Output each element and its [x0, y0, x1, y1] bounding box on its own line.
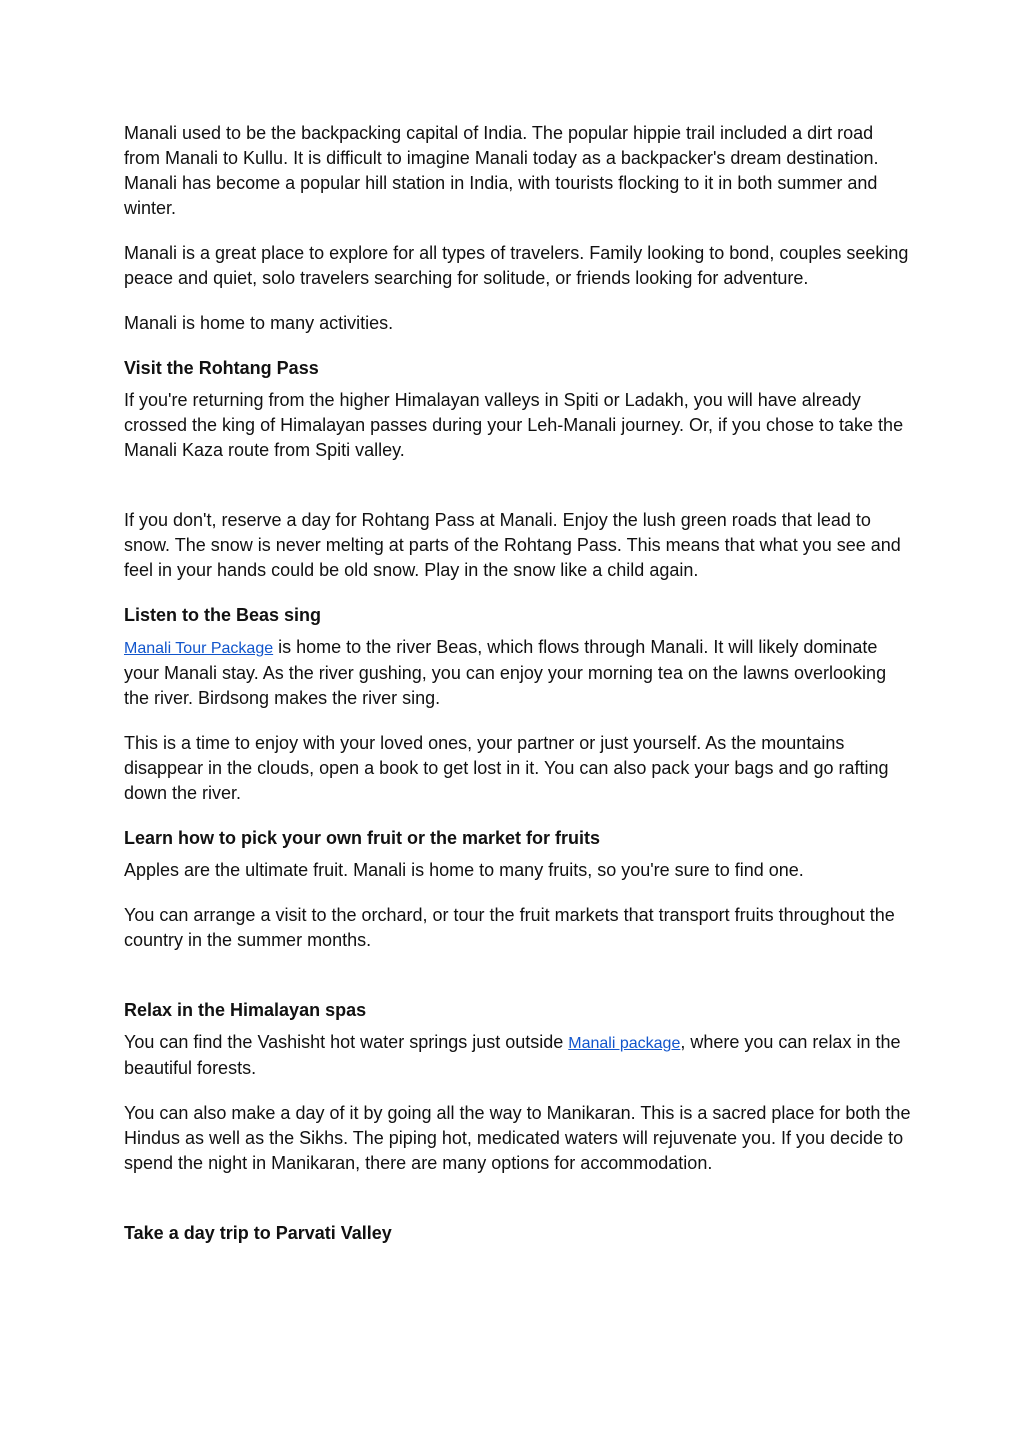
intro-paragraph-2: Manali is a great place to explore for all types of travelers. Family looking to bond, couples seeking peace and quiet, solo travelers searching for solitude, or friends looking for adventure.: [124, 243, 909, 288]
intro-paragraph-3: Manali is home to many activities.: [124, 313, 394, 333]
spas-paragraph-1-after: , where you can relax in the beautiful forests.: [124, 1032, 901, 1078]
beas-paragraph-1: [124, 635, 914, 711]
rohtang-paragraph-1: If you're returning from the higher Himalayan valleys in Spiti or Ladakh, you will have already crossed the king of Himalayan passes during your Leh-Manali journey. Or, if you chose to take the Manali Kaza route from Spiti valley.: [124, 390, 904, 460]
document-page: [124, 121, 914, 1246]
heading-parvati-valley: Take a day trip to Parvati Valley: [124, 1223, 392, 1243]
rohtang-paragraph-2: If you don't, reserve a day for Rohtang Pass at Manali. Enjoy the lush green roads that lead to snow. The snow is never melting at parts of the Rohtang Pass. This means that what you see and feel in your hands could be old snow. Play in the snow like a child again.: [124, 510, 901, 580]
spas-paragraph-2: You can also make a day of it by going all the way to Manikaran. This is a sacred place for both the Hindus as well as the Sikhs. The piping hot, medicated waters will rejuvenate you. If you decide to spend the night in Manikaran, there are many options for accommodation.: [124, 1103, 911, 1173]
manali-tour-package-link[interactable]: Manali Tour Package: [124, 640, 274, 657]
heading-rohtang-pass: Visit the Rohtang Pass: [124, 358, 319, 378]
beas-paragraph-1-text: is home to the river Beas, which flows through Manali. It will likely dominate your Manali stay. As the river gushing, you can enjoy your morning tea on the lawns overlooking the river. Birdsong makes the river sing.: [124, 637, 887, 708]
spas-paragraph-1: [124, 1030, 914, 1081]
fruit-paragraph-2: You can arrange a visit to the orchard, or tour the fruit markets that transport fruits throughout the country in the summer months.: [124, 905, 895, 950]
spas-paragraph-1-before: You can find the Vashisht hot water springs just outside: [124, 1032, 569, 1052]
intro-paragraph-1: Manali used to be the backpacking capital of India. The popular hippie trail included a dirt road from Manali to Kullu. It is difficult to imagine Manali today as a backpacker's dream destination. Manali has become a popular hill station in India, with tourists flocking to it in both summer and winter.: [124, 123, 879, 218]
heading-fruit: Learn how to pick your own fruit or the market for fruits: [124, 828, 601, 848]
fruit-paragraph-1: Apples are the ultimate fruit. Manali is home to many fruits, so you're sure to find one.: [124, 860, 804, 880]
heading-beas-sing: Listen to the Beas sing: [124, 605, 322, 625]
beas-paragraph-2: This is a time to enjoy with your loved ones, your partner or just yourself. As the mountains disappear in the clouds, open a book to get lost in it. You can also pack your bags and go rafting down the river.: [124, 733, 889, 803]
manali-package-link[interactable]: Manali package: [568, 1035, 681, 1052]
heading-himalayan-spas: Relax in the Himalayan spas: [124, 1000, 367, 1020]
